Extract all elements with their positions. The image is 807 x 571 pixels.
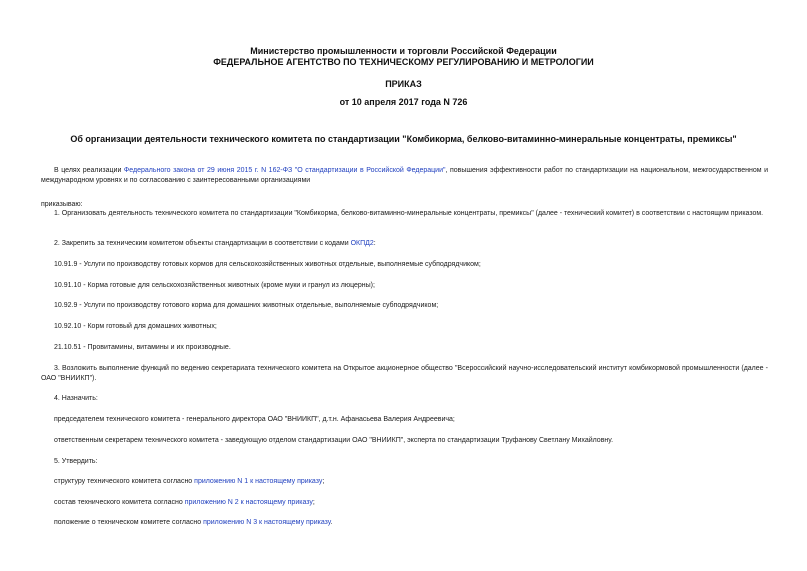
item-2-suffix: : (373, 240, 376, 247)
item-2-paragraph (41, 239, 768, 249)
regulation-prefix: положение о техническом комитете согласно (54, 519, 204, 526)
order-word: приказываю: (41, 201, 83, 208)
item-5-regulation (41, 518, 768, 528)
item-4-chair: председателем технического комитета - генерального директора ОАО "ВНИИКП", д.т.н. Афанасьева Валерия Андреевича; (54, 416, 455, 423)
ministry-name: Министерство промышленности и торговли Российской Федерации (250, 46, 557, 56)
preamble-paragraph (41, 166, 768, 186)
item-5-composition (41, 498, 768, 508)
preamble-suffix: , повышения эффективности работ по стандартизации на национальном, межгосударственном и международном уровнях и по согласованию с заинтересованными организациями (41, 167, 769, 184)
preamble-prefix: В целях реализации (54, 167, 124, 174)
item-1-paragraph: 1. Организовать деятельность технического комитета по стандартизации "Комбикорма, белково-витаминно-минеральные концентраты, премиксы" (далее - технический комитет) в соответствии с настоящим приказом. (54, 210, 764, 217)
item-5-structure (41, 477, 768, 487)
document-date-number: от 10 апреля 2017 года N 726 (339, 97, 468, 107)
item-5-paragraph: 5. Утвердить: (54, 458, 98, 465)
document-type: ПРИКАЗ (385, 79, 422, 89)
structure-suffix: ; (322, 478, 325, 485)
appendix-3-link[interactable]: приложению N 3 к настоящему приказу (203, 519, 331, 526)
regulation-suffix: . (330, 519, 333, 526)
code-item: 10.91.10 - Корма готовые для сельскохозяйственных животных (кроме муки и гранул из люцерны); (54, 282, 375, 289)
federal-law-link[interactable]: Федерального закона от 29 июня 2015 г. N 162-ФЗ "О стандартизации в Российской Федерации" (123, 167, 446, 174)
code-item: 10.92.10 - Корм готовый для домашних животных; (54, 323, 217, 330)
item-2-prefix: 2. Закрепить за техническим комитетом объекты стандартизации в соответствии с кодами (54, 240, 351, 247)
okpd2-link[interactable]: ОКПД2 (350, 240, 374, 247)
agency-name: ФЕДЕРАЛЬНОЕ АГЕНТСТВО ПО ТЕХНИЧЕСКОМУ РЕГУЛИРОВАНИЮ И МЕТРОЛОГИИ (213, 57, 594, 67)
code-item: 10.92.9 - Услуги по производству готового корма для домашних животных отдельные, выполняемые субподрядчиком; (54, 302, 439, 309)
code-item: 21.10.51 - Провитамины, витамины и их производные. (54, 344, 231, 351)
code-item: 10.91.9 - Услуги по производству готовых кормов для сельскохозяйственных животных отдельные, выполняемые субподрядчиком; (54, 261, 481, 268)
appendix-1-link[interactable]: приложению N 1 к настоящему приказу (194, 478, 323, 485)
item-4-secretary: ответственным секретарем технического комитета - заведующую отделом стандартизации ОАО "ВНИИКП", эксперта по стандартизации Труфанову Светлану Михайловну. (54, 437, 614, 444)
item-4-paragraph: 4. Назначить: (54, 395, 98, 402)
item-3-paragraph: 3. Возложить выполнение функций по ведению секретариата технического комитета на Открытое акционерное общество "Всероссийский научно-исследовательский институт комбикормовой промышленности (далее - ОАО "ВНИИКП"). (41, 365, 768, 382)
structure-prefix: структуру технического комитета согласно (54, 478, 195, 485)
composition-prefix: состав технического комитета согласно (54, 499, 185, 506)
document-title: Об организации деятельности технического комитета по стандартизации "Комбикорма, белково-витаминно-минеральные концентраты, премиксы" (70, 134, 737, 144)
appendix-2-link[interactable]: приложению N 2 к настоящему приказу (184, 499, 313, 506)
composition-suffix: ; (312, 499, 315, 506)
